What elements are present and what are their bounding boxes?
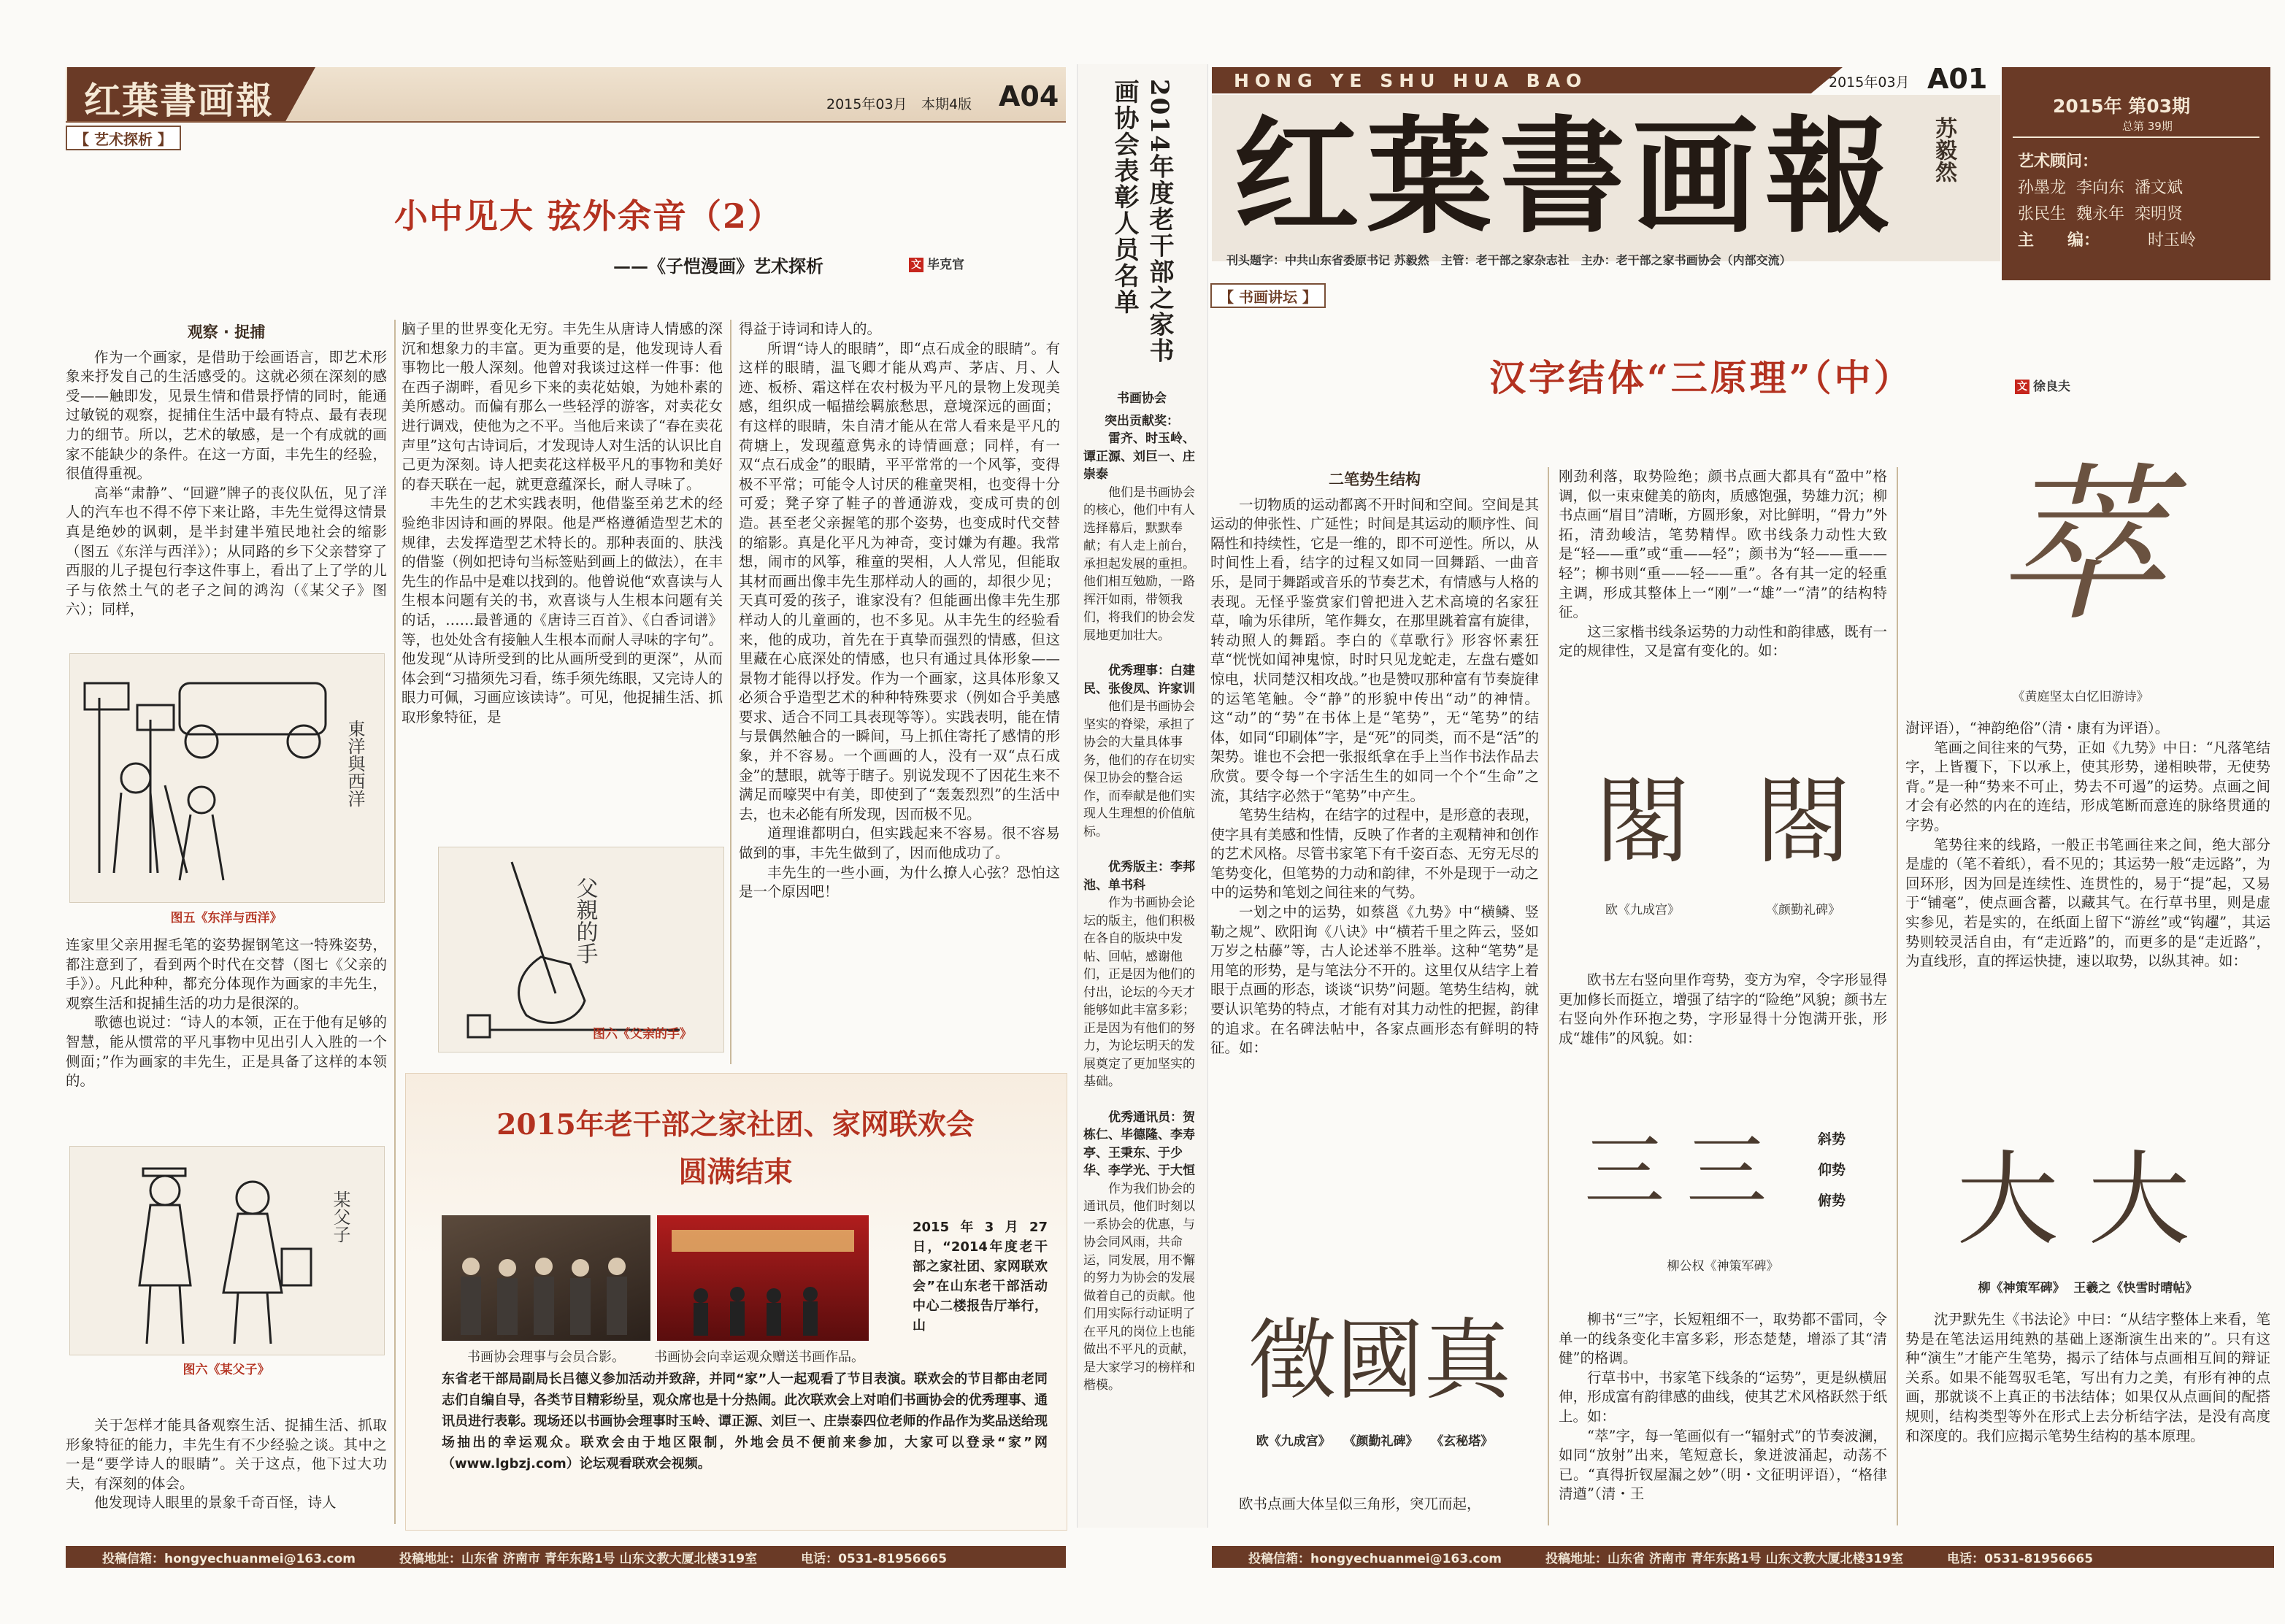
calligraphy-sample-4: 萃	[1997, 450, 2165, 644]
footer-address: 投稿地址：山东省 济南市 青年东路1号 山东文教大厦北楼319室	[399, 1551, 758, 1566]
footer-address: 投稿地址：山东省 济南市 青年东路1号 山东文教大厦北楼319室	[1545, 1551, 1904, 1566]
stage-photo-icon	[657, 1215, 869, 1341]
wen-icon: 文	[909, 258, 923, 272]
masthead-pinyin: HONG YE SHU HUA BAO	[1234, 70, 1588, 91]
wen-icon: 文	[2015, 380, 2029, 394]
article-author-name: 毕克官	[927, 258, 964, 272]
editor-label: 主 编：	[2018, 231, 2100, 250]
honor-award2-desc: 他们是书画协会坚实的脊梁，承担了协会的大量具体事务，他们的存在切实保卫协会的整合运作，而奉献是他们实现人生理想的价值航标。	[1083, 699, 1195, 839]
right-page	[1205, 0, 2285, 1624]
col2-paragraph: 脑子里的世界变化无穷。丰先生从唐诗人情感的深沉和想象力的丰富。更为重要的是，他发现诗人看事物比一般人深刻。他曾对我谈过这样一件事：他在西子湖畔，看见乡下来的卖花姑娘，为她朴素的美所感动。而偏有那么一些轻浮的游客，对卖花女进行调戏，使他为之不平。当他后来读了“春在卖花声里”这句古诗词后，才发现诗人对生活的认识比自己更为深刻。诗人把卖花这样极平凡的事物和美好的春天联在一起，就更意蕴深长，耐人寻味了。	[402, 320, 723, 493]
cartoon-drawing-icon	[70, 654, 384, 902]
right-column-2c	[1559, 1310, 1887, 1525]
honor-award2-title: 优秀理事：	[1108, 663, 1170, 678]
honor-award1-desc: 他们是书画协会的核心，他们中有人选择幕后，默默奉献；有人走上前台，承担起发展的重担。他们相互勉励，一路挥汗如雨，带领我们，将我们的协会发展地更加壮大。	[1083, 485, 1195, 643]
issue-number: 2015年 第03期	[2053, 96, 2191, 117]
issue-panel	[2002, 67, 2270, 280]
editor-name: 时玉岭	[2148, 231, 2197, 250]
left-date: 2015年03月	[826, 96, 907, 112]
right-col3-paragraph: 澍评语），“神韵绝俗”（清・康有为评语）。	[1905, 720, 2170, 736]
honor-award1-names: 雷齐、时玉岭、谭正源、刘巨一、庄崇泰	[1083, 431, 1195, 482]
event-side-text: 2015年3月27日，“2014年度老干部之家社团、家网联欢会”在山东老干部活动中心二楼报告厅举行，山	[913, 1220, 1048, 1334]
middle-strip	[1077, 64, 1208, 1528]
honor-award3-names: 李邦池、单书科	[1083, 860, 1195, 893]
right-article-author	[2015, 376, 2070, 394]
right-column-1	[1210, 467, 1539, 1259]
honor-award2-names: 白建民、张俊凤、许家训	[1083, 663, 1195, 696]
col1-paragraph: 作为一个画家，是借助于绘画语言，即艺术形象来抒发自己的生活感受的。这就必须在深刻的感受——触即发，见景生情和借景抒情的同时，能通过敏锐的观察，捉捕住生活中最有特点、最有表现力的细节。所以，艺术的敏感，是一个有成就的画家不能缺少的条件。在这一方面，丰先生的经验，很值得重视。	[66, 348, 387, 482]
calligraphy-sample-2b: 閤	[1755, 766, 1851, 877]
left-footer-bar	[66, 1546, 1066, 1568]
stroke-labels	[1818, 1124, 1846, 1216]
honor-award3-title: 优秀版主：	[1108, 860, 1170, 874]
right-col2-paragraph: 刚劲利落，取势险绝；颜书点画大都具有“盈中”格调，似一束束健美的筋肉，质感饱强，势雄力沉；柳书点画“眉目”清晰，方圆形象，对比鲜明，“骨力”外拓，清劲峻洁，笔势精悍。欧书线条力动性大致是“轻——重”或“重——轻”；颜书为“轻——重——轻”；柳书则“重——轻——重”。各有其一定的轻重主调，形成其整体上一“刚”一“雄”一“清”的结构特征。	[1559, 468, 1887, 621]
honor-award1-title: 突出贡献奖：	[1105, 413, 1179, 428]
masthead-signature: 苏毅然	[1931, 117, 1956, 182]
stroke-label: 俯势	[1818, 1193, 1846, 1209]
col1-heading: 观察 · 捉捕	[187, 323, 266, 341]
event-body-text: 东省老干部局副局长吕德义参加活动并致辞，并同“家”人一起观看了节目表演。联欢会的节目都由老同志们自编自导，各类节目精彩纷呈，观众席也是十分热闹。此次联欢会上对咱们书画协会的优秀理事、通讯员进行表彰。现场还以书画协会理事时玉岭、谭正源、刘巨一、庄崇泰四位老师的作品作为奖品送给现场抽出的幸运观众。联欢会由于地区限制，外地会员不便前来参加，大家可以登录“家”网（www.lgbzj.com）论坛观看联欢会视频。	[442, 1371, 1048, 1471]
left-column-1b	[66, 936, 387, 1133]
col2-paragraph: 丰先生的艺术实践表明，他借鉴至弟艺术的经验绝非因诗和画的界限。他是严格遵循造型艺术的规律，去发挥造型艺术特长的。那种表面的、肤浅的借鉴（例如把诗句当标签贴到画上的做法），在丰先生的作品中是难以找到的。他曾说他“欢喜读与人生根本问题有关的书，欢喜谈与人生根本问题有关的话，……最普通的《唐诗三百首》、《白香词谱》等，也处处含有接触人生根本而耐人寻味的字句”。他发现“从诗所受到的比从画所受到的更深”，从而体会到“习描须先习看，练手须先练眼，又完诗人的眼力可佩，习画应该读诗”。可见，他捉捕生活、抓取形象特征，是	[402, 495, 723, 726]
right-col1-paragraph: 笔势生结构，在结字的过程中，是形意的表现，使字具有美感和性情，反映了作者的主观精神和创作的艺术风格。尽管书家笔下有千姿百态、无穷无尽的笔势变化，但笔势的力动和韵律，不外是现于一动之中的运势和笔划之间往来的气势。	[1210, 807, 1539, 901]
right-col2-paragraph: “萃”字，每一笔画似有一“辐射式”的节奏波澜，如同“放射”出来，笔短意长，象迸波涌起，动荡不已。“真得折钗屋漏之妙”（明・文征明评语），“格律清遒”（清・王	[1559, 1427, 1887, 1503]
right-col2-paragraph: 行草书中，书家笔下线条的“运势”，更是纵横屈伸，形成富有韵律感的曲线，使其艺术风格跃然于纸上。如：	[1559, 1369, 1887, 1425]
calligraphy-sample-5: 大大	[1956, 1141, 2219, 1260]
credit-calligraphy: 刊头题字：中共山东省委原书记 苏毅然	[1226, 253, 1429, 267]
footer-phone: 电话：0531-81956665	[1947, 1551, 2094, 1566]
column-rule	[1897, 467, 1898, 1525]
event-title-line2: 圆满结束	[678, 1155, 793, 1189]
advisors-label: 艺术顾问：	[2018, 153, 2099, 171]
honor-award4	[1083, 1109, 1200, 1180]
column-rule	[1548, 467, 1549, 1525]
honor-assoc: 书画协会	[1117, 391, 1167, 406]
left-page-number: A04	[999, 80, 1059, 112]
advisors-line2: 张民生 魏永年 栾明贤	[2018, 205, 2183, 223]
honor-award4-names: 贺栋仁、毕德隆、李寿亭、王秉东、于少华、李学光、于大恒	[1083, 1109, 1195, 1178]
right-article-title: 汉字结体“三原理”（中）	[1489, 356, 1913, 399]
credits-row	[1226, 251, 1791, 268]
stroke-label: 仰势	[1818, 1162, 1846, 1178]
event-photo2-caption: 书画协会向幸运观众赠送书画作品。	[654, 1350, 864, 1365]
right-fig5-caption: 柳《神策军碑》 王羲之《快雪时晴帖》	[1978, 1281, 2198, 1296]
masthead-title: 红葉書画報	[1234, 102, 1898, 250]
right-column-2	[1559, 467, 1887, 730]
event-photo1-caption: 书画协会理事与会员合影。	[467, 1350, 625, 1365]
col1-paragraph: 他发现诗人眼里的景象千奇百怪，诗人	[94, 1494, 337, 1512]
footer-email: 投稿信箱：hongyechuanmei@163.com	[1248, 1551, 1502, 1566]
right-column-1b	[1210, 1495, 1539, 1524]
left-column-2	[402, 320, 723, 867]
right-col3-paragraph: 笔画之间往来的气势，正如《九势》中日：“凡落笔结字，上皆覆下，下以承上，使其形势，递相映带，无使势背。”是一种“势来不可止，势去不可遏”的运势。点画之间才会有必然的内在的连结，形成笔断而意连的脉络贯通的字势。	[1905, 739, 2270, 834]
article-author	[909, 254, 964, 272]
event-photo-1	[442, 1215, 650, 1341]
col1-paragraph: 关于怎样才能具备观察生活、捉捕生活、抓取形象特征的能力，丰先生有不少经验之谈。其中之一是“要学诗人的眼睛”。关于这点，他下过大功夫，有深刻的体会。	[66, 1417, 387, 1492]
issue-divider	[2013, 136, 2259, 138]
right-col1-paragraph: 欧书点画大体呈似三角形，突兀而起，	[1239, 1496, 1481, 1512]
right-col2-paragraph: 欧书左右竖向里作弯势，变方为窄，令字形显得更加修长而挺立，增强了结字的“险绝”风貌；颜书左右竖向外作环抱之势，字形显得十分饱满开张，形成“雄伟”的风貌。如：	[1559, 971, 1887, 1047]
honor-award4-title: 优秀通讯员：	[1108, 1109, 1183, 1125]
figure6-caption: 图六《某父子》	[183, 1363, 270, 1377]
right-fig2-caption-1: 欧《九成宫》	[1605, 903, 1680, 917]
left-section-tag: 【 艺术探析 】	[66, 126, 181, 150]
right-col1-heading: 二笔势生结构	[1329, 471, 1421, 488]
right-col3-paragraph: 笔势往来的线路，一般正书笔画往来之间，绝大部分是虚的（笔不着纸），看不见的；其运势一般“走远路”，为回环形，因为回是连续性、连贯性的，易于“提”起，又易于“铺毫”，使点画含蓄，以藏其气。在行草书里，则是虚实参见，若是实的，在纸面上留下“游丝”或“钩趯”，其运势则较灵活自由，有“走近路”的，而更多的是“走近路”，为直线形，直的挥运快捷，速以取势，以纵其神。如：	[1905, 836, 2270, 970]
honor-award3-desc: 作为书画协会论坛的版主，他们积极在各自的版块中发帖、回帖，感谢他们，正是因为他们的付出，论坛的今天才能够如此丰富多彩；正是因为有他们的努力，为论坛明天的发展奠定了更加坚实的基础。	[1083, 896, 1195, 1089]
issue-total: 总第 39期	[2122, 120, 2173, 133]
right-fig1-caption: 欧《九成宫》 《颜勤礼碑》 《玄秘塔》	[1256, 1434, 1494, 1449]
credit-supervisor: 主管：老干部之家杂志社	[1440, 253, 1570, 267]
figure7-caption: 图六《父亲的手》	[593, 1027, 692, 1042]
hand-pen-drawing-icon	[439, 847, 723, 1052]
svg-text:東洋與西洋: 東洋與西洋	[345, 720, 365, 807]
figure-father-hand	[438, 847, 724, 1052]
calligraphy-sample-3: 三三	[1584, 1125, 1789, 1218]
honor-award4-desc: 作为我们协会的通讯员，他们时刻以一系协会的优惠，与协会同风雨，共命运，同发展，用不懈的努力为协会的发展做着自己的贡献。他们用实际行动证明了在平凡的岗位上也能做出不平凡的贡献，是大家学习的榜样和楷模。	[1083, 1181, 1195, 1393]
right-fig3-caption: 柳公权《神策军碑》	[1667, 1259, 1779, 1274]
left-column-1c	[66, 1416, 387, 1525]
right-col1-paragraph: 一切物质的运动都离不开时间和空间。空间是其运动的伸张性、广延性；时间是其运动的顺序性、间隔性和持续性，它是一维的，即不可逆性。所以，从时间性上看，结字的过程又如同一回舞蹈、一曲音乐，是同于舞蹈或音乐的节奏艺术，有情感与人格的表现。无怪乎鉴赏家们曾把进入艺术高境的名家狂草，喻为乐律所，笔作舞女，在那里跳着富有旋律，转动照人的舞蹈。李白的《草歌行》形容怀素狂草“恍恍如闻神鬼惊，时时只见龙蛇走，左盘右蹙如惊电，状同楚汉相攻战。”也是赞叹那种富有节奏旋律的运笔笔触。令“静”的形貌中传出“动”的神情。这“动”的“势”在书体上是“笔势”，无“笔势”的结体，如同“印刷体”字，是“死”的同类，而不是“活”的架势。谁也不会把一张报纸拿在手上当作书法作品去欣赏。要令每一个字活生生的如同一个个“生命”之流，其结字必然于“笔势”中产生。	[1210, 496, 1539, 804]
group-photo-icon	[442, 1215, 650, 1341]
col1-paragraph: 连家里父亲用握毛笔的姿势握钢笔这一特殊姿势，都注意到了，看到两个时代在交替（图七《父亲的手》）。凡此种种，都充分体现作为画家的丰先生，观察生活和捉捕生活的功力是很深的。	[66, 936, 387, 1012]
svg-text:父親的手: 父親的手	[572, 877, 598, 964]
left-masthead: 红葉書画報	[84, 79, 274, 122]
right-date: 2015年03月	[1829, 74, 1910, 91]
left-column-3	[739, 320, 1060, 1064]
right-col2-paragraph: 柳书“三”字，长短粗细不一，取势都不雷同，令单一的线条变化丰富多彩，形态楚楚，增添了其“清健”的格调。	[1559, 1311, 1887, 1367]
column-rule	[394, 320, 396, 1524]
article-subtitle: ——《子恺漫画》艺术探析	[613, 255, 823, 277]
footer-email: 投稿信箱：hongyechuanmei@163.com	[102, 1551, 356, 1566]
cartoon-drawing-icon	[70, 1147, 384, 1355]
col1-paragraph: 歌德也说过：“诗人的本领，正在于他有足够的智慧，能从惯常的平凡事物中见出引人入胜的一个侧面；”作为画家的丰先生，正是具备了这样的本领的。	[66, 1014, 387, 1090]
article-title: 小中见大 弦外余音（2）	[394, 196, 783, 236]
right-article-author-name: 徐良夫	[2033, 380, 2070, 394]
honor-award3	[1083, 858, 1200, 894]
right-fig2-caption-2: 《颜勤礼碑》	[1766, 903, 1840, 917]
advisors-line1: 孙墨龙 李向东 潘文斌	[2018, 179, 2183, 197]
col1-paragraph: 高举“肃静”、“回避”牌子的丧仪队伍，见了洋人的汽车也不得不停下来让路，丰先生觉得这情景真是绝妙的讽刺，是半封建半殖民地社会的缩影（图五《东洋与西洋》）；从同路的乡下父亲替穿了西服的儿子提包行李这件事上，看出了上了学的儿子与依然土气的老子之间的鸿沟（《某父子》图六）；同样，	[66, 484, 387, 618]
left-issue: 本期4版	[921, 96, 972, 112]
figure5-caption: 图五《东洋与西洋》	[170, 911, 283, 925]
right-col1-paragraph: 一划之中的运势，如蔡邕《九势》中“横鳞、竖勒之规”、欧阳询《八诀》中“横若千里之阵云，竖如万岁之枯藤”等，古人论述举不胜举。这种“笔势”是用笔的形势，是与笔法分不开的。这里仅从结字上着眼于点画的形态，谈谈“识势”问题。笔势生结构，就要认识笔势的特点，才能有对其力动性的把握，韵律的追求。在名碑法帖中，各家点画形态有鲜明的特征。如：	[1210, 904, 1539, 1057]
svg-text:某父子: 某父子	[330, 1190, 350, 1243]
column-rule	[730, 320, 731, 1064]
calligraphy-sample-2a: 閣	[1594, 766, 1690, 877]
right-fig4-caption: 《黄庭坚太白忆旧游诗》	[2012, 690, 2149, 704]
right-footer-bar	[1212, 1546, 2274, 1568]
right-col3-paragraph: 沈尹默先生《书法论》中曰：“从结字整体上来看，笔势是在笔法运用纯熟的基础上逐渐演生出来的”。只有这种“演生”才能产生笔势，揭示了结体与点画相互间的辩证关系。如果不能驾驭毛笔，写出有力之美，有形有神的点画，那就谈不上真正的书法结体；如果仅从点画间的配搭规则，结构类型等外在形式上去分析结字法，是没有高度和深度的。我们应揭示笔势生结构的基本原理。	[1905, 1311, 2270, 1444]
right-col2-paragraph: 这三家楷书线条运势的力动性和韵律感，既有一定的规律性，又是富有变化的。如：	[1559, 623, 1887, 660]
right-column-3b	[1905, 1310, 2270, 1525]
calligraphy-sample-1: 徵國真	[1248, 1310, 1511, 1412]
col3-paragraph: 丰先生的一些小画，为什么撩人心弦？恐怕这是一个原因吧！	[739, 863, 1060, 901]
col3-paragraph: 道理谁都明白，但实践起来不容易。很不容易做到的事，丰先生做到了，因而他成功了。	[739, 825, 1060, 862]
right-section-tag: 【 书画讲坛 】	[1210, 283, 1326, 308]
right-page-number: A01	[1927, 63, 1988, 95]
right-column-2b	[1559, 971, 1887, 1088]
right-column-3	[1905, 719, 2270, 1113]
col3-paragraph: 得益于诗词和诗人的。	[739, 320, 882, 337]
footer-phone: 电话：0531-81956665	[801, 1551, 948, 1566]
honor-list	[1083, 385, 1200, 1524]
event-title-line1: 2015年老干部之家社团、家网联欢会	[496, 1108, 975, 1142]
event-photo-2	[657, 1215, 869, 1341]
figure-father-son	[69, 1146, 385, 1355]
figure-east-west	[69, 653, 385, 903]
col3-paragraph: 所谓“诗人的眼睛”，即“点石成金的眼睛”。有这样的眼睛，温飞卿才能从鸡声、茅店、月、人迹、板桥、霜这样在农村极为平凡的景物上发现美感，组织成一幅描绘羁旅愁思，意境深远的画面；有这样的眼睛，朱自清才能从在常人看来是平凡的荷塘上，发现蕴意隽永的诗情画意；同样，有一双“点石成金”的眼睛，平平常常的一个风筝，变得极不平常；可能令人讨厌的稚童哭相，也变得十分可爱；凳子穿了鞋子的普通游戏，变成可贵的创造。甚至老父亲握笔的那个姿势，也变成时代交替的缩影。真是化平凡为神奇，变讨嫌为有趣。我常想，闹市的风筝，稚童的哭相，人人常见，但能取其材而画出像丰先生那样动人的画的，却很少见；天真可爱的孩子，谁家没有？但能画出像丰先生那样动人的儿童画的，也不多见。从丰先生的经验看来，他的成功，首先在于真挚而强烈的情感，但这里藏在心底深处的情感，也只有通过具体形象——景物才能得以抒发。作为一个画家，这具体形象又必须合乎造型艺术的种种特殊要求（例如合乎美感要求、适合不同工具表现等等）。实践表明，能在情与景偶然触合的一瞬间，马上抓住寄托了感情的形象，并不容易。一个画画的人，没有一双“点石成金”的慧眼，就等于瞎子。别说发现不了因花生来不满足而嚎哭中有美，即使到了“轰轰烈烈”的生活中去，也未必能有所发现，因而极不见。	[739, 339, 1060, 823]
credit-sponsor: 主办：老干部之家书画协会（内部交流）	[1581, 253, 1791, 267]
honor-award2	[1083, 662, 1200, 698]
honor-list-title: 2014年度老干部之家书画协会表彰人员名单	[1110, 79, 1174, 364]
left-page	[0, 0, 1073, 1624]
stroke-label: 斜势	[1818, 1131, 1846, 1147]
